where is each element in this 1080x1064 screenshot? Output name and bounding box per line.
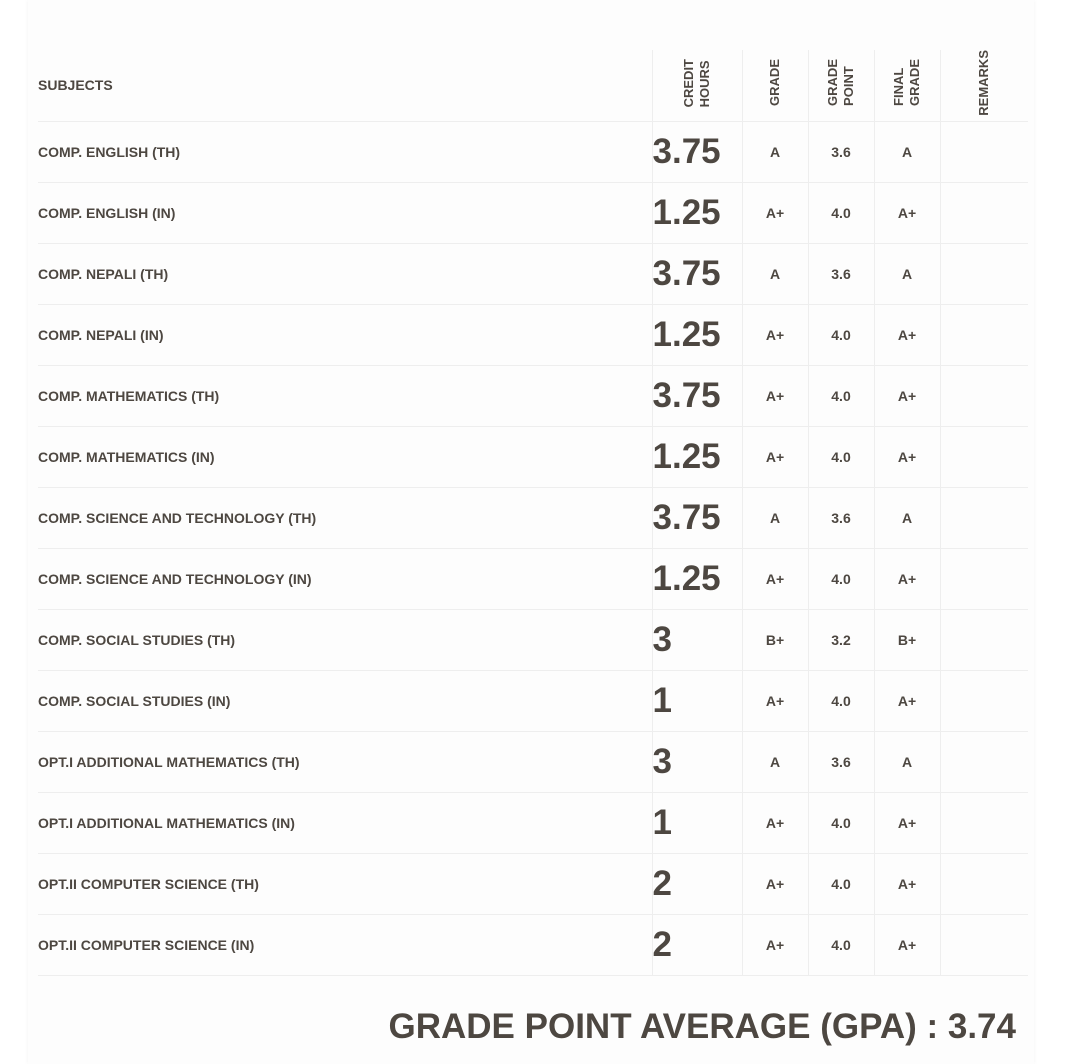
credit-hours-cell: 3	[652, 731, 742, 792]
remarks-cell	[940, 548, 1028, 609]
table-row	[38, 670, 1028, 731]
remarks-cell	[940, 182, 1028, 243]
remarks-cell	[940, 670, 1028, 731]
table-row	[38, 853, 1028, 914]
credit-hours-cell: 3	[652, 609, 742, 670]
grade-point-cell: 4.0	[808, 548, 874, 609]
credit-hours-cell: 1.25	[652, 182, 742, 243]
remarks-cell	[940, 121, 1028, 182]
final-grade-cell: A+	[874, 426, 940, 487]
subject-cell: OPT.I ADDITIONAL MATHEMATICS (TH)	[38, 731, 652, 792]
table-row	[38, 121, 1028, 182]
grade-cell: A+	[742, 182, 808, 243]
credit-hours-cell: 2	[652, 853, 742, 914]
remarks-cell	[940, 487, 1028, 548]
grade-cell: A+	[742, 365, 808, 426]
subject-cell: COMP. NEPALI (IN)	[38, 304, 652, 365]
remarks-cell	[940, 914, 1028, 975]
grade-point-cell: 3.6	[808, 487, 874, 548]
subject-cell: COMP. MATHEMATICS (TH)	[38, 365, 652, 426]
subject-cell: COMP. SCIENCE AND TECHNOLOGY (TH)	[38, 487, 652, 548]
subject-cell: OPT.II COMPUTER SCIENCE (TH)	[38, 853, 652, 914]
credit-hours-cell: 1.25	[652, 304, 742, 365]
final-grade-cell: A+	[874, 304, 940, 365]
remarks-cell	[940, 243, 1028, 304]
final-grade-header: FINAL GRADE	[874, 50, 940, 121]
subject-cell: COMP. ENGLISH (TH)	[38, 121, 652, 182]
grade-point-cell: 4.0	[808, 853, 874, 914]
final-grade-cell: A	[874, 487, 940, 548]
grade-table	[38, 50, 1028, 976]
final-grade-cell: A+	[874, 853, 940, 914]
grade-cell: A+	[742, 853, 808, 914]
subject-cell: COMP. NEPALI (TH)	[38, 243, 652, 304]
final-grade-cell: A+	[874, 792, 940, 853]
remarks-cell	[940, 853, 1028, 914]
table-row	[38, 609, 1028, 670]
subject-cell: OPT.II COMPUTER SCIENCE (IN)	[38, 914, 652, 975]
grade-header: GRADE	[742, 50, 808, 121]
table-row	[38, 731, 1028, 792]
grade-point-cell: 4.0	[808, 426, 874, 487]
credit-hours-cell: 1	[652, 670, 742, 731]
final-grade-cell: A	[874, 121, 940, 182]
subject-cell: COMP. MATHEMATICS (IN)	[38, 426, 652, 487]
credit-hours-cell: 3.75	[652, 487, 742, 548]
table-row	[38, 792, 1028, 853]
grade-point-cell: 3.2	[808, 609, 874, 670]
final-grade-cell: B+	[874, 609, 940, 670]
remarks-cell	[940, 609, 1028, 670]
final-grade-cell: A+	[874, 670, 940, 731]
grade-point-cell: 3.6	[808, 121, 874, 182]
remarks-cell	[940, 792, 1028, 853]
final-grade-cell: A+	[874, 365, 940, 426]
grade-cell: A+	[742, 426, 808, 487]
subject-cell: OPT.I ADDITIONAL MATHEMATICS (IN)	[38, 792, 652, 853]
grade-point-cell: 3.6	[808, 731, 874, 792]
credit-hours-header: CREDIT HOURS	[652, 50, 742, 121]
grade-point-cell: 4.0	[808, 670, 874, 731]
final-grade-cell: A+	[874, 182, 940, 243]
header-row	[38, 50, 1028, 121]
grade-point-cell: 4.0	[808, 365, 874, 426]
grade-point-cell: 4.0	[808, 914, 874, 975]
remarks-cell	[940, 426, 1028, 487]
table-row	[38, 243, 1028, 304]
credit-hours-cell: 3.75	[652, 243, 742, 304]
subjects-header: SUBJECTS	[38, 50, 652, 121]
final-grade-cell: A+	[874, 548, 940, 609]
credit-hours-cell: 2	[652, 914, 742, 975]
subject-cell: COMP. SOCIAL STUDIES (TH)	[38, 609, 652, 670]
result-card	[28, 0, 1034, 1064]
credit-hours-cell: 3.75	[652, 121, 742, 182]
table-row	[38, 304, 1028, 365]
credit-hours-cell: 1.25	[652, 426, 742, 487]
final-grade-cell: A	[874, 243, 940, 304]
grade-point-cell: 4.0	[808, 792, 874, 853]
grade-cell: A	[742, 731, 808, 792]
grade-point-cell: 4.0	[808, 304, 874, 365]
grade-point-cell: 4.0	[808, 182, 874, 243]
gpa-summary: GRADE POINT AVERAGE (GPA) : 3.74	[388, 1007, 1016, 1046]
grade-cell: A	[742, 243, 808, 304]
remarks-header: REMARKS	[940, 50, 1028, 121]
table-row	[38, 426, 1028, 487]
grade-cell: A+	[742, 792, 808, 853]
remarks-cell	[940, 365, 1028, 426]
subject-cell: COMP. SOCIAL STUDIES (IN)	[38, 670, 652, 731]
grade-cell: A+	[742, 914, 808, 975]
final-grade-cell: A	[874, 731, 940, 792]
grade-cell: A	[742, 121, 808, 182]
table-row	[38, 487, 1028, 548]
grade-cell: B+	[742, 609, 808, 670]
grade-cell: A	[742, 487, 808, 548]
table-row	[38, 548, 1028, 609]
grade-point-cell: 3.6	[808, 243, 874, 304]
credit-hours-cell: 3.75	[652, 365, 742, 426]
grade-cell: A+	[742, 304, 808, 365]
grade-cell: A+	[742, 548, 808, 609]
subject-cell: COMP. SCIENCE AND TECHNOLOGY (IN)	[38, 548, 652, 609]
remarks-cell	[940, 731, 1028, 792]
credit-hours-cell: 1	[652, 792, 742, 853]
table-row	[38, 182, 1028, 243]
credit-hours-cell: 1.25	[652, 548, 742, 609]
table-row	[38, 914, 1028, 975]
grade-cell: A+	[742, 670, 808, 731]
subject-cell: COMP. ENGLISH (IN)	[38, 182, 652, 243]
grade-point-header: GRADE POINT	[808, 50, 874, 121]
table-row	[38, 365, 1028, 426]
final-grade-cell: A+	[874, 914, 940, 975]
remarks-cell	[940, 304, 1028, 365]
